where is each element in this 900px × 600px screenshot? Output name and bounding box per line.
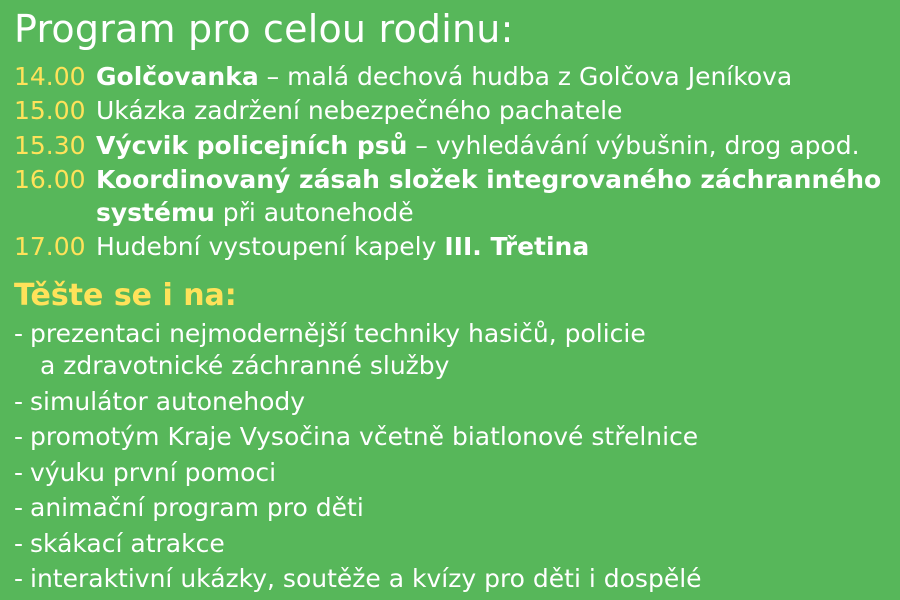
- schedule-time: 15.30: [14, 130, 86, 160]
- list-item-text: [30, 318, 900, 383]
- schedule-time: 15.00: [14, 96, 86, 126]
- schedule-time: 14.00: [14, 61, 86, 91]
- list-item-text: výuku první pomoci: [30, 457, 277, 487]
- bullet-dash: -: [14, 386, 24, 416]
- bullet-dash: -: [14, 528, 24, 558]
- schedule-description: [96, 61, 792, 94]
- list-item-text: animační program pro děti: [30, 493, 364, 523]
- schedule-description-rest: Ukázka zadržení nebezpečného pachatele: [96, 96, 623, 126]
- schedule-row: [14, 95, 900, 128]
- schedule-row: [14, 61, 900, 94]
- list-item-line2: a zdravotnické záchranné služby: [40, 351, 450, 381]
- list-item-text: skákací atrakce: [30, 528, 225, 558]
- schedule-list: [14, 61, 900, 264]
- schedule-row: [14, 164, 900, 229]
- schedule-description-bold: Golčovanka: [96, 61, 259, 91]
- schedule-row: [14, 130, 900, 163]
- list-item: [14, 528, 900, 561]
- schedule-description-rest: při autonehodě: [214, 197, 414, 227]
- list-item-line1: prezentaci nejmodernější techniky hasičů, policie: [30, 318, 646, 348]
- list-item-text: promotým Kraje Vysočina včetně biatlonové střelnice: [30, 422, 699, 452]
- page-title: Program pro celou rodinu:: [14, 7, 514, 51]
- schedule-description-bold-tail: III. Třetina: [444, 232, 590, 262]
- schedule-description: [96, 164, 900, 229]
- bullet-dash: -: [14, 422, 24, 452]
- highlights-list: [14, 318, 900, 596]
- list-item: [14, 421, 900, 454]
- schedule-description-bold: Koordinovaný zásah složek integrovaného záchranného systému: [96, 165, 882, 227]
- schedule-description-rest: Hudební vystoupení kapely: [96, 232, 445, 262]
- schedule-row: [14, 231, 900, 264]
- list-item: [14, 563, 900, 596]
- bullet-dash: -: [14, 493, 24, 523]
- schedule-time: 17.00: [14, 232, 86, 262]
- bullet-dash: -: [14, 318, 24, 348]
- list-item-text: interaktivní ukázky, soutěže a kvízy pro děti i dospělé: [30, 564, 702, 594]
- schedule-description-rest: – vyhledávání výbušnin, drog apod.: [407, 130, 860, 160]
- schedule-description: [96, 231, 589, 264]
- list-item: [14, 457, 900, 490]
- schedule-time: 16.00: [14, 165, 86, 195]
- list-item: [14, 318, 900, 383]
- list-item: [14, 492, 900, 525]
- schedule-description-rest: – malá dechová hudba z Golčova Jeníkova: [258, 61, 793, 91]
- list-item-text: simulátor autonehody: [30, 386, 306, 416]
- schedule-description-bold: Výcvik policejních psů: [96, 130, 408, 160]
- schedule-description: [96, 95, 622, 128]
- section-subtitle: Těšte se i na:: [14, 277, 237, 313]
- schedule-description: [96, 130, 860, 163]
- bullet-dash: -: [14, 457, 24, 487]
- bullet-dash: -: [14, 564, 24, 594]
- list-item: [14, 386, 900, 419]
